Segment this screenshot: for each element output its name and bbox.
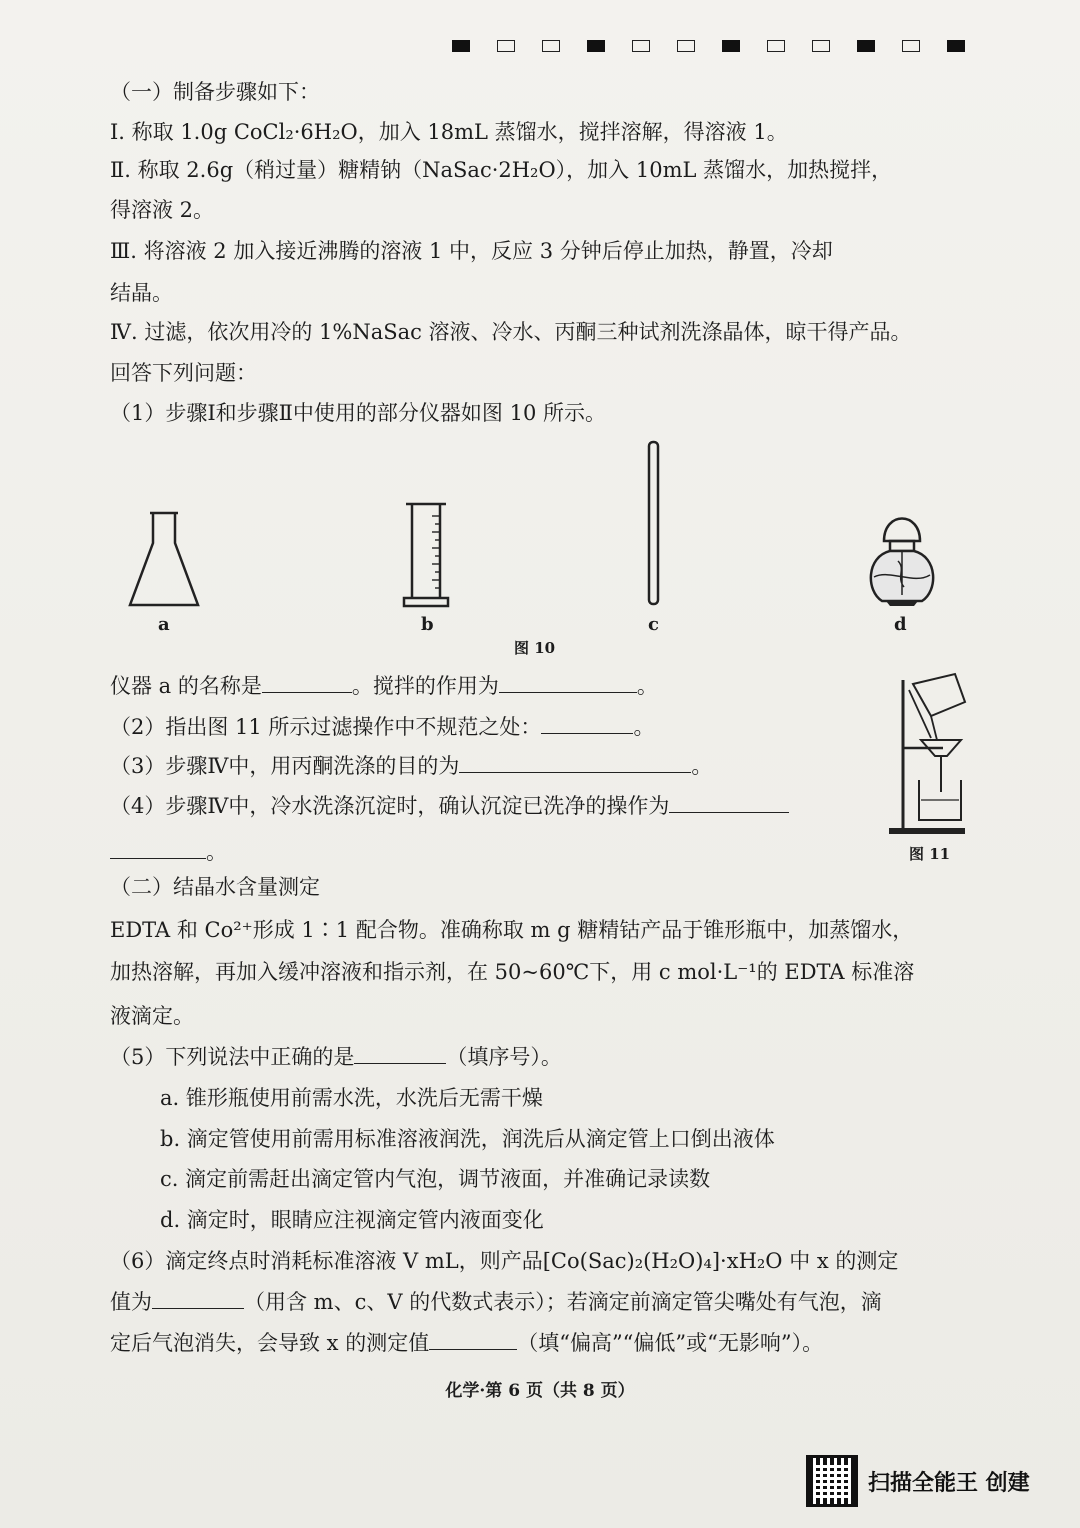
header-registration-marks	[452, 40, 992, 52]
alcohol-lamp-icon	[862, 505, 942, 610]
question-4-line2	[110, 838, 227, 866]
q4-end: 。	[206, 840, 227, 864]
q5-text: （5）下列说法中正确的是	[110, 1045, 355, 1069]
figure10-label-c: c	[648, 614, 659, 635]
answer-blank-q6-effect[interactable]	[429, 1329, 517, 1350]
figure11-caption: 图 11	[909, 845, 951, 863]
header-mark-open	[812, 40, 830, 52]
q2-end: 。	[633, 715, 655, 739]
step-3-line1: Ⅲ. 将溶液 2 加入接近沸腾的溶液 1 中，反应 3 分钟后停止加热，静置，冷却	[110, 239, 833, 263]
section2-para-line2: 加热溶解，再加入缓冲溶液和指示剂，在 50~60℃下，用 c mol·L⁻¹的 EDTA 标准溶	[110, 960, 915, 984]
question-6-line3	[110, 1329, 823, 1357]
filtration-apparatus-icon	[885, 670, 970, 840]
header-mark-filled	[947, 40, 965, 52]
answer-blank-q1-stir[interactable]	[499, 672, 637, 693]
option-a: a. 锥形瓶使用前需水洗，水洗后无需干燥	[160, 1086, 543, 1110]
option-c: c. 滴定前需赶出滴定管内气泡，调节液面，并准确记录读数	[160, 1167, 711, 1191]
figure10-label-a: a	[158, 614, 170, 635]
option-d: d. 滴定时，眼睛应注视滴定管内液面变化	[160, 1208, 544, 1232]
question-2-line	[110, 713, 654, 741]
header-mark-open	[767, 40, 785, 52]
header-mark-filled	[722, 40, 740, 52]
answer-blank-q1-name[interactable]	[262, 672, 352, 693]
q6-value-label: 值为	[110, 1290, 152, 1314]
scanner-badge-text: 扫描全能王 创建	[868, 1470, 1030, 1496]
q1-part-c: 。	[636, 674, 658, 698]
q4-text: （4）步骤Ⅳ中，冷水洗涤沉淀时，确认沉淀已洗净的操作为	[110, 794, 670, 818]
answer-blank-q4-a[interactable]	[669, 792, 789, 813]
qr-code-icon	[806, 1455, 858, 1507]
question-4-line	[110, 792, 789, 820]
section2-title: （二）结晶水含量测定	[110, 875, 320, 899]
header-mark-filled	[857, 40, 875, 52]
section2-para-line1: EDTA 和 Co²⁺形成 1∶1 配合物。准确称取 m g 糖精钴产品于锥形瓶中，加蒸馏水，	[110, 918, 914, 942]
header-mark-open	[677, 40, 695, 52]
q3-end: 。	[691, 754, 713, 778]
figure10-label-b: b	[421, 614, 434, 635]
q3-text: （3）步骤Ⅳ中，用丙酮洗涤的目的为	[110, 754, 460, 778]
q1-part-a: 仪器 a 的名称是	[110, 674, 262, 698]
graduated-cylinder-icon	[400, 498, 455, 613]
q6-text-mid: （用含 m、c、V 的代数式表示）；若滴定前滴定管尖嘴处有气泡，滴	[244, 1290, 882, 1314]
step-1: Ⅰ. 称取 1.0g CoCl₂·6H₂O，加入 18mL 蒸馏水，搅拌溶解，得溶液 1。	[110, 120, 788, 144]
option-b: b. 滴定管使用前需用标准溶液润洗，润洗后从滴定管上口倒出液体	[160, 1127, 775, 1151]
glass-rod-icon	[644, 440, 664, 608]
page-footer: 化学·第 6 页（共 8 页）	[445, 1381, 635, 1401]
header-mark-open	[497, 40, 515, 52]
question-3-line	[110, 752, 712, 780]
question-6-line2	[110, 1288, 882, 1316]
q1-part-b: 。搅拌的作用为	[351, 674, 499, 698]
step-2-line2: 得溶液 2。	[110, 198, 215, 222]
erlenmeyer-flask-icon	[120, 505, 210, 615]
answer-blank-q3[interactable]	[459, 752, 691, 773]
q2-text: （2）指出图 11 所示过滤操作中不规范之处：	[110, 715, 542, 739]
figure10-label-d: d	[894, 614, 907, 635]
header-mark-filled	[452, 40, 470, 52]
q6-fill-hint: （填“偏高”“偏低”或“无影响”）。	[517, 1331, 824, 1355]
header-mark-filled	[587, 40, 605, 52]
question-6-line1: （6）滴定终点时消耗标准溶液 V mL，则产品[Co(Sac)₂(H₂O)₄]·xH₂O 中 x 的测定	[110, 1249, 899, 1273]
scanner-watermark	[806, 1455, 1030, 1507]
header-mark-open	[632, 40, 650, 52]
answer-blank-q2[interactable]	[541, 713, 633, 734]
question-5-line	[110, 1043, 562, 1071]
q5-end: （填序号）。	[446, 1045, 562, 1069]
step-4: Ⅳ. 过滤，依次用冷的 1%NaSac 溶液、冷水、丙酮三种试剂洗涤晶体，晾干得产品。	[110, 320, 912, 344]
figure10-caption: 图 10	[514, 639, 556, 657]
answer-blank-q6-expr[interactable]	[152, 1288, 244, 1309]
q6-text-end: 定后气泡消失，会导致 x 的测定值	[110, 1331, 430, 1355]
section1-title: （一）制备步骤如下：	[110, 80, 320, 104]
header-mark-open	[542, 40, 560, 52]
header-mark-open	[902, 40, 920, 52]
step-3-line2: 结晶。	[110, 281, 173, 305]
step-2-line1: Ⅱ. 称取 2.6g（稍过量）糖精钠（NaSac·2H₂O），加入 10mL 蒸馏水，加热搅拌，	[110, 158, 893, 182]
answer-prompt: 回答下列问题：	[110, 361, 257, 385]
answer-blank-q5[interactable]	[354, 1043, 446, 1064]
answer-blank-q4-b[interactable]	[110, 838, 206, 859]
section2-para-line3: 液滴定。	[110, 1004, 194, 1028]
question-1-line	[110, 672, 658, 700]
question-1-intro: （1）步骤Ⅰ和步骤Ⅱ中使用的部分仪器如图 10 所示。	[110, 401, 607, 425]
